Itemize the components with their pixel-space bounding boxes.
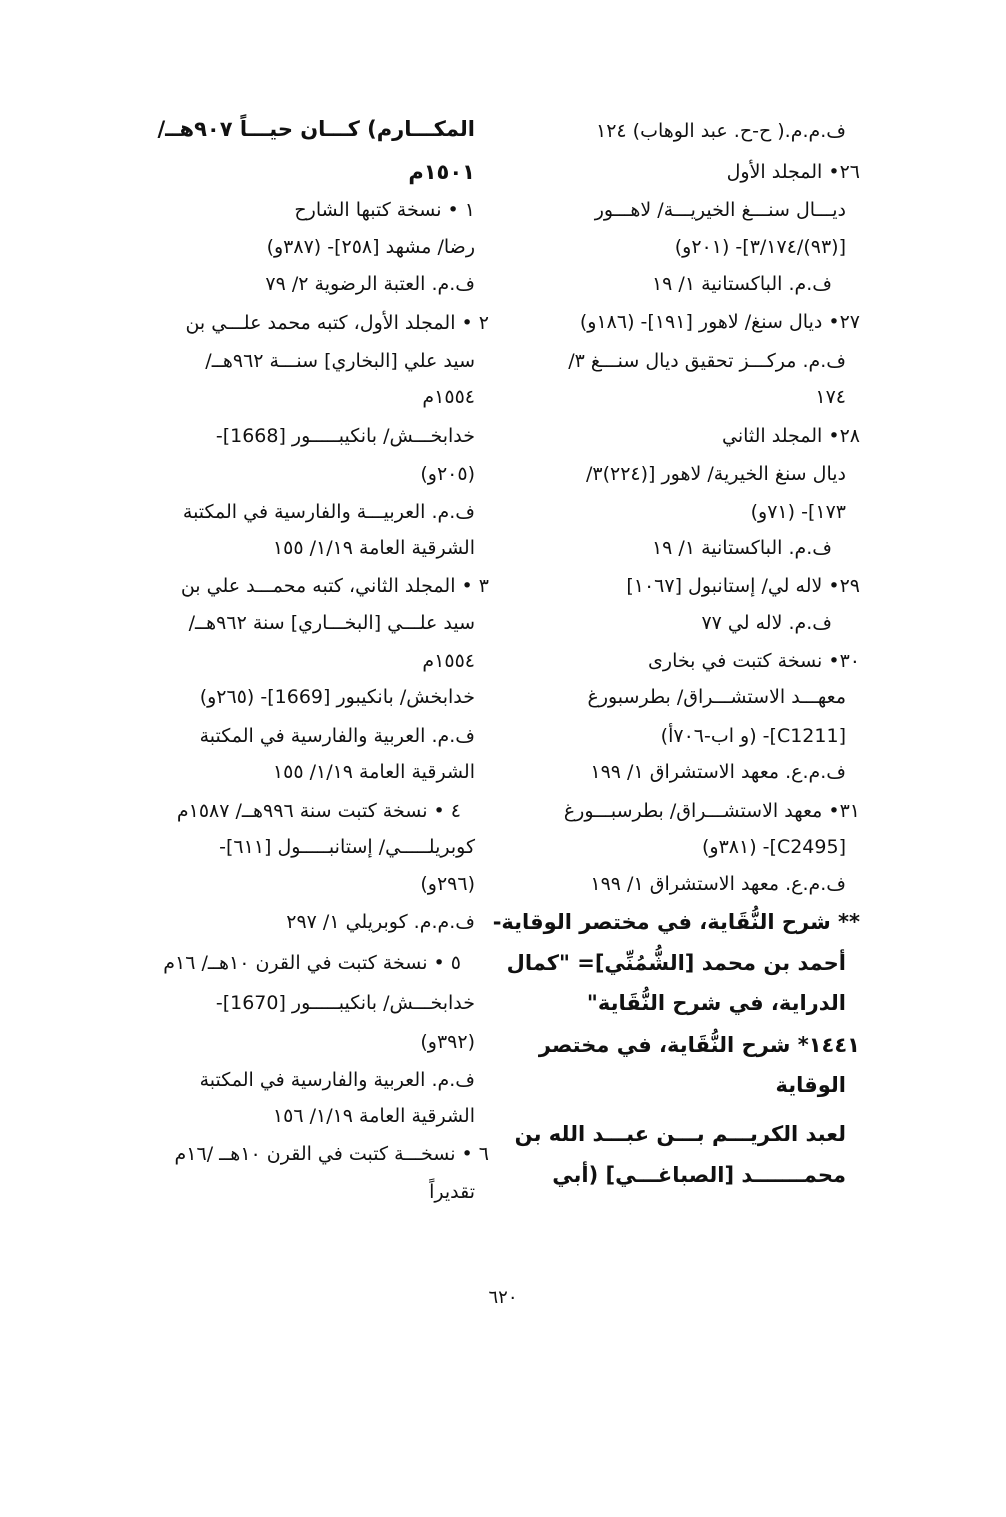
text-line: ٦ • نسخـــة كتبت في القرن ١٠هــ /١٦م — [174, 1143, 489, 1165]
text-line: ١٥٥٤م — [422, 650, 475, 672]
text-line: ف.م. مركـــز تحقيق ديال سنـــغ ٣/ — [568, 350, 846, 372]
text-line: الشرقية العامة ١/١٩/ ١٥٦ — [272, 1105, 475, 1127]
text-line: لعبد الكريـــم بـــن عبـــد الله بن — [514, 1122, 846, 1146]
text-line: الدراية، في شرح النُّقَاية" — [586, 991, 846, 1015]
page-number: ٦٢٠ — [488, 1287, 518, 1308]
text-line: [(٩٣)/٣/١٧٤]- (٢٠١و) — [674, 236, 846, 258]
text-line: معهـــد الاستشـــراق/ بطرسبورغ — [587, 686, 846, 708]
text-line: (٣٩٢و) — [420, 1031, 475, 1053]
text-line: ١ • نسخة كتبها الشارح — [294, 199, 475, 221]
text-line: خدابخـــش/ بانكيبـــــور [1668]- — [215, 425, 475, 447]
text-line: ٢٦• المجلد الأول — [726, 161, 860, 183]
text-line: محمـــــــد [الصباغـــي] (أبي — [552, 1163, 846, 1187]
text-line: ديـــال سنـــغ الخيريـــة/ لاهـــور — [594, 199, 846, 221]
text-line: الوقاية — [775, 1073, 846, 1097]
text-line: تقديراً — [429, 1181, 475, 1203]
text-line: ٣١• معهد الاستشـــراق/ بطرسبـــورغ — [563, 800, 860, 822]
text-line: سيد علي [البخاري] سنـــة ٩٦٢هــ/ — [205, 350, 475, 372]
text-line: ** شرح النُّقَاية، في مختصر الوقاية- — [492, 910, 860, 934]
text-line: ديال سنغ الخيرية/ لاهور [(٢٢٤)٣/ — [585, 463, 846, 485]
text-line: ف.م.ع. معهد الاستشراق ١/ ١٩٩ — [590, 761, 846, 783]
text-line: رضا/ مشهد [٢٥٨]- (٣٨٧و) — [266, 236, 475, 258]
text-line: ٣٠• نسخة كتبت في بخارى — [648, 650, 860, 672]
text-line: ٢٩• لاله لي/ إستانبول [١٠٦٧] — [626, 575, 860, 597]
text-line: (٢٩٦و) — [420, 873, 475, 895]
text-line: [C2495]- (٣٨١و) — [702, 836, 846, 858]
text-line: ١٧٣]- (٧١و) — [750, 501, 846, 523]
text-line: المكـــارم) كـــان حيـــاً ٩٠٧هــ/ — [157, 117, 475, 141]
text-line: ٢٨• المجلد الثاني — [721, 425, 860, 447]
text-line: ف.م. العتبة الرضوية ٢/ ٧٩ — [265, 273, 475, 295]
text-line: ١٧٤ — [815, 386, 846, 408]
text-line: خدابخش/ بانكيبور [1669]- (٢٦٥و) — [199, 686, 475, 708]
text-line: ٣ • المجلد الثاني، كتبه محمـــد علي بن — [180, 575, 489, 597]
text-line: ف.م.ع. معهد الاستشراق ١/ ١٩٩ — [590, 873, 846, 895]
text-line: ف.م. الباكستانية ١/ ١٩ — [651, 273, 832, 295]
text-line: [C1211]- (و اب-٧٠٦أ) — [660, 725, 846, 747]
text-line: ١٤٤١* شرح النُّقَاية، في مختصر — [538, 1033, 860, 1057]
text-line: ٥ • نسخة كتبت في القرن ١٠هــ/ ١٦م — [163, 952, 461, 974]
text-line: سيد علـــي [البخـــاري] سنة ٩٦٢هــ/ — [188, 612, 475, 634]
text-line: ف.م. العربيـــة والفارسية في المكتبة — [182, 501, 475, 523]
text-line: ٤ • نسخة كتبت سنة ٩٩٦هــ/ ١٥٨٧م — [176, 800, 461, 822]
text-line: ١٥٠١م — [408, 160, 475, 184]
text-line: ف.م. الباكستانية ١/ ١٩ — [651, 537, 832, 559]
text-line: (٢٠٥و) — [420, 463, 475, 485]
text-line: خدابخـــش/ بانكيبـــــور [1670]- — [215, 992, 475, 1014]
text-line: ف.م. العربية والفارسية في المكتبة — [199, 1069, 475, 1091]
text-line: ١٥٥٤م — [422, 386, 475, 408]
text-line: أحمد بن محمد [الشُّمُنِّي]= "كمال — [506, 951, 846, 975]
text-line: كوبريلـــــي/ إستانبـــــول [٦١١]- — [219, 836, 475, 858]
text-line: ٢٧• ديال سنغ/ لاهور [١٩١]- (١٨٦و) — [579, 311, 860, 333]
text-line: الشرقية العامة ١/١٩/ ١٥٥ — [272, 761, 475, 783]
text-line: ف.م.م. كوبريلي ١/ ٢٩٧ — [286, 911, 475, 933]
text-line: ف.م. العربية والفارسية في المكتبة — [199, 725, 475, 747]
text-line: الشرقية العامة ١/١٩/ ١٥٥ — [272, 537, 475, 559]
text-line: ٢ • المجلد الأول، كتبه محمد علـــي بن — [185, 312, 489, 334]
text-line: ف.م.م.( ح-ح. عبد الوهاب) ١٢٤ — [596, 120, 846, 142]
text-line: ف.م. لاله لي ٧٧ — [701, 612, 832, 634]
